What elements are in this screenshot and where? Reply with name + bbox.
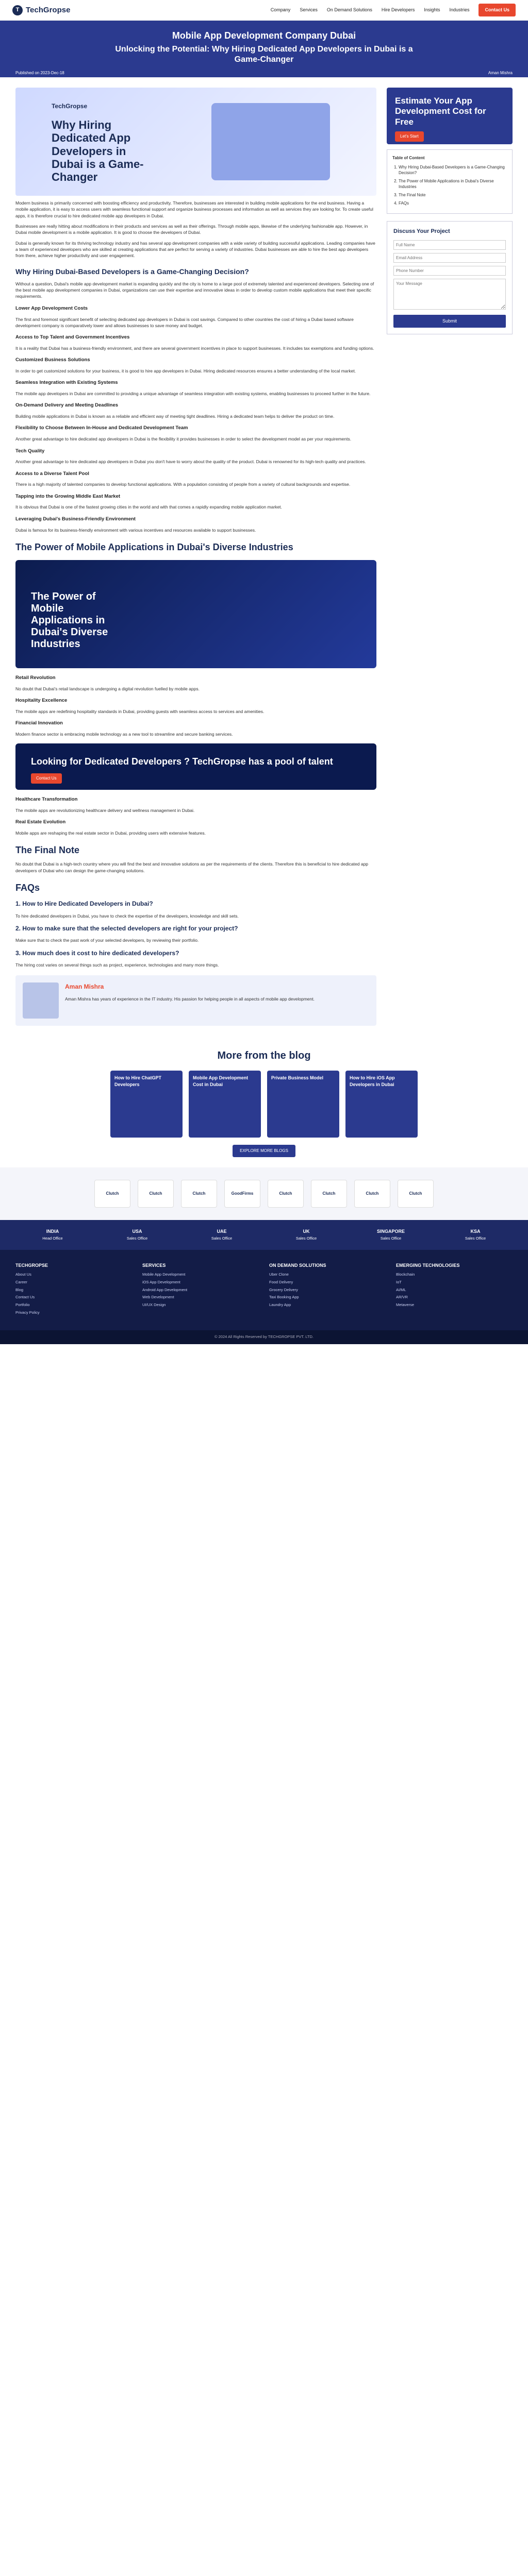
nav-insights[interactable]: Insights xyxy=(424,7,440,12)
hero-title: Mobile App Development Company Dubai xyxy=(172,30,356,41)
contact-form xyxy=(387,221,513,334)
author-name[interactable]: Aman Mishra xyxy=(488,71,513,76)
footer-link[interactable]: IoT xyxy=(396,1279,402,1284)
faq-question[interactable]: 1. How to Hire Dedicated Developers in Dubai? xyxy=(15,900,153,908)
point-text: Building mobile applications in Dubai is known as a reliable and efficient way of meeting tight deadlines. Hiring a dedicated team helps to deliver the product on time. xyxy=(15,414,335,419)
faq-question[interactable]: 2. How to make sure that the selected developers are right for your project? xyxy=(15,924,238,932)
blog-cards xyxy=(31,1071,497,1138)
footer-link[interactable]: Career xyxy=(15,1279,27,1284)
footer-heading: TECHGROPSE xyxy=(15,1262,48,1268)
footer-link[interactable]: AR/VR xyxy=(396,1295,408,1300)
point-heading: Tapping into the Growing Middle East Market xyxy=(15,493,121,499)
industry-text: Mobile apps are reshaping the real estate sector in Dubai, providing users with extensive features. xyxy=(15,831,206,836)
offices xyxy=(0,1220,528,1250)
award-badge: Clutch xyxy=(138,1180,174,1208)
more-from-blog xyxy=(0,1033,528,1157)
copyright: © 2024 All Rights Reserved by TECHGROPSE PVT. LTD. xyxy=(0,1330,528,1344)
footer-link[interactable]: Contact Us xyxy=(15,1295,35,1300)
blog-card[interactable]: How to Hire ChatGPT Developers xyxy=(110,1071,183,1138)
industry-heading: Real Estate Evolution xyxy=(15,819,66,825)
final-heading: The Final Note xyxy=(15,845,80,856)
footer-link[interactable]: Grocery Delivery xyxy=(269,1287,298,1292)
office-name: USA xyxy=(132,1228,142,1234)
hire-banner xyxy=(15,743,376,790)
office-type: Sales Office xyxy=(380,1235,402,1241)
footer-link[interactable]: UI/UX Design xyxy=(142,1302,166,1308)
award-badge: Clutch xyxy=(181,1180,217,1208)
footer xyxy=(0,1250,528,1330)
intro-paragraph: Modern business is primarily concerned with boosting efficiency and productivity. Therefore, businesses are interested in building mobile applications for the end business. Having a mobile application, it is easy to access users with seamless functional support and organize business processes and information as well as services they are looking for. To create useful apps, it is therefore crucial to hire dedicated mobile app developers in Dubai. xyxy=(15,200,373,218)
estimate-title: Estimate Your App Development Cost for Free xyxy=(395,96,486,127)
office-name: KSA xyxy=(470,1228,481,1234)
footer-link[interactable]: Taxi Booking App xyxy=(269,1295,299,1300)
footer-column xyxy=(142,1262,259,1318)
hire-banner-title: Looking for Dedicated Developers ? TechGropse has a pool of talent xyxy=(31,756,333,767)
featured-illustration xyxy=(211,103,330,180)
industry-heading: Financial Innovation xyxy=(15,720,63,726)
point-heading: Tech Quality xyxy=(15,448,45,454)
submit-button[interactable]: Submit xyxy=(393,315,506,328)
intro-paragraph: Dubai is generally known for its thriving technology industry and has several app development companies with a wide variety of building successful applications. Leading companies have a team of experienced developers who are skilled at creating applications that are perfect for serving a variety of industries. Dubai businesses are able to hire the best app developers from there, achieve higher productivity and user engagement. xyxy=(15,240,375,259)
author-bio: Aman Mishra has years of experience in the IT industry. His passion for helping people in all aspects of mobile app development. xyxy=(65,996,315,1002)
footer-heading: SERVICES xyxy=(142,1262,166,1268)
office xyxy=(104,1228,171,1242)
author-box xyxy=(15,975,376,1026)
point-text: It is a reality that Dubai has a business-friendly environment, and there are several government incentives in place to support businesses. It includes tax exemptions and funding options. xyxy=(15,345,374,351)
toc-item[interactable]: 2. The Power of Mobile Applications in Dubai's Diverse Industries xyxy=(399,178,507,190)
explore-more-button[interactable]: EXPLORE MORE BLOGS xyxy=(233,1145,295,1157)
point-heading: On-Demand Delivery and Meeting Deadlines xyxy=(15,402,119,409)
point-text: Dubai is famous for its business-friendly environment with various incentives and resources available to support businesses. xyxy=(15,527,256,533)
industry-text: The mobile apps are revolutionizing healthcare delivery and wellness management in Dubai. xyxy=(15,807,195,813)
point-text: There is a high majority of talented companies to develop functional applications. With a population consisting of people from a variety of cultural backgrounds and expertise. xyxy=(15,482,351,487)
footer-link[interactable]: About Us xyxy=(15,1272,31,1277)
contact-button[interactable]: Contact Us xyxy=(478,4,516,16)
phone-field[interactable] xyxy=(393,266,506,276)
faq-answer: The hiring cost varies on several things such as project, experience, technologies and many more things. xyxy=(15,962,219,968)
point-heading: Customized Business Solutions xyxy=(15,357,90,363)
footer-link[interactable]: Metaverse xyxy=(396,1302,415,1308)
point-heading: Lower App Development Costs xyxy=(15,305,88,311)
office-name: INDIA xyxy=(46,1228,59,1234)
footer-link[interactable]: Portfolio xyxy=(15,1302,30,1308)
footer-column xyxy=(269,1262,386,1318)
toc-title: Table of Content xyxy=(392,156,425,160)
award-badge: Clutch xyxy=(94,1180,130,1208)
nav-hire[interactable]: Hire Developers xyxy=(381,7,415,12)
point-text: In order to get customized solutions for your business, it is good to hire app developers in Dubai. Hiring dedicated resources ensures a better understanding of the local market. xyxy=(15,368,356,374)
hire-banner-button[interactable]: Contact Us xyxy=(31,773,62,784)
author-box-name[interactable]: Aman Mishra xyxy=(65,983,104,991)
section-paragraph: Without a question, Dubai's mobile app development market is expanding quickly and the city is home to a large pool of extremely talented and experienced developers. Selecting one of the best mobile app development companies in Dubai, organizations can use their expertise and innovative ideas in order to develop custom mobile applications that meet their specific requirements. xyxy=(15,281,374,299)
top-navigation xyxy=(0,0,528,21)
office-type: Sales Office xyxy=(211,1235,233,1241)
footer-column xyxy=(396,1262,513,1318)
footer-link[interactable]: Privacy Policy xyxy=(15,1310,40,1315)
form-title: Discuss Your Project xyxy=(393,228,450,235)
point-heading: Seamless Integration with Existing Systems xyxy=(15,380,118,386)
published-date: Published on 2023-Dec-18 xyxy=(15,71,64,76)
footer-link[interactable]: Uber Clone xyxy=(269,1272,289,1277)
industries-heading: The Power of Mobile Applications in Dubai's Diverse Industries xyxy=(15,541,293,552)
more-title: More from the blog xyxy=(217,1050,311,1062)
main-nav xyxy=(271,4,516,16)
toc-item[interactable]: 3. The Final Note xyxy=(399,192,507,198)
hero-meta xyxy=(0,65,528,76)
point-text: The first and foremost significant benefit of selecting dedicated app developers in Dubai is cost savings. Compared to other countries the cost of hiring a Dubai based software development company is comparatively lower and allows businesses to save money and budget. xyxy=(15,316,354,328)
hero xyxy=(0,21,528,77)
hero-subtitle: Unlocking the Potential: Why Hiring Dedicated App Developers in Dubai is a Game-Changer xyxy=(115,45,413,64)
logo-icon: T xyxy=(12,5,23,15)
footer-link[interactable]: Food Delivery xyxy=(269,1279,293,1284)
blog-card[interactable]: Private Business Model xyxy=(267,1071,339,1138)
toc-item[interactable]: 4. FAQs xyxy=(399,200,507,207)
point-text: The mobile app developers in Dubai are committed to providing a unique advantage of seamless integration with existing systems, enabling businesses to proceed further in the future. xyxy=(15,391,371,397)
industry-text: The mobile apps are redefining hospitality standards in Dubai, providing guests with seamless access to services and amenities. xyxy=(15,708,265,714)
blog-card[interactable]: How to Hire iOS App Developers in Dubai xyxy=(345,1071,418,1138)
nav-company[interactable]: Company xyxy=(270,7,291,12)
message-field[interactable] xyxy=(393,279,506,310)
award-badge: Clutch xyxy=(311,1180,347,1208)
point-heading: Access to Top Talent and Government Incentives xyxy=(15,334,130,341)
footer-heading: ON DEMAND SOLUTIONS xyxy=(269,1262,326,1268)
nav-on-demand[interactable]: On Demand Solutions xyxy=(326,7,372,12)
industry-heading: Hospitality Excellence xyxy=(15,698,68,703)
industry-text: Modern finance sector is embracing mobile technology as a new tool to streamline and secure banking services. xyxy=(15,731,233,737)
office-name: UAE xyxy=(217,1228,227,1234)
final-paragraph: No doubt that Dubai is a high-tech country where you will find the best and innovative solutions as per the requirements of the clients. Therefore this is beneficial to hire dedicated app developers of Dubai who can design the game-changing solutions. xyxy=(15,861,369,873)
avatar xyxy=(23,982,59,1019)
estimate-box xyxy=(387,88,513,144)
faq-answer: To hire dedicated developers in Dubai, you have to check the expertise of the developers, knowledge and skill sets. xyxy=(15,913,239,919)
footer-column xyxy=(15,1262,132,1318)
point-text: Another great advantage to hire dedicated app developers in Dubai you don't have to worry about the quality of the product. Dubai is renowned for its high-tech quality and practices. xyxy=(15,459,366,465)
award-badge: Clutch xyxy=(354,1180,390,1208)
industry-heading: Healthcare Transformation xyxy=(15,796,78,803)
blog-card[interactable]: Mobile App Development Cost in Dubai xyxy=(189,1071,261,1138)
point-heading: Flexibility to Choose Between In-House and Dedicated Development Team xyxy=(15,425,188,431)
footer-heading: EMERGING TECHNOLOGIES xyxy=(396,1262,460,1268)
estimate-button[interactable]: Let's Start xyxy=(395,131,424,142)
office xyxy=(19,1228,86,1242)
email-field[interactable] xyxy=(393,253,506,263)
article xyxy=(15,88,376,1033)
footer-link[interactable]: Laundry App xyxy=(269,1302,291,1308)
award-badges xyxy=(0,1167,528,1220)
point-text: Another great advantage to hire dedicated app developers in Dubai is the flexibility it provides businesses in order to select the development model as per your requirements. xyxy=(15,436,352,442)
footer-link[interactable]: Android App Development xyxy=(142,1287,188,1292)
award-badge: GoodFirms xyxy=(224,1180,260,1208)
footer-link[interactable]: Blog xyxy=(15,1287,24,1292)
office-type: Head Office xyxy=(42,1235,63,1241)
office xyxy=(188,1228,255,1242)
faq-answer: Make sure that to check the past work of your selected developers, by reviewing their portfolio. xyxy=(15,938,199,943)
office-type: Sales Office xyxy=(465,1235,486,1241)
point-text: It is obvious that Dubai is one of the fastest growing cities in the world and with that comes a rapidly expanding mobile application market. xyxy=(15,504,282,510)
content-wrap xyxy=(0,77,528,1033)
office-type: Sales Office xyxy=(295,1235,317,1241)
sidebar xyxy=(387,88,513,1033)
featured-image xyxy=(15,88,376,196)
industry-text: No doubt that Dubai's retail landscape is undergoing a digital revolution fuelled by mobile apps. xyxy=(15,686,200,691)
logo-text: TechGropse xyxy=(26,5,71,14)
point-heading: Access to a Diverse Talent Pool xyxy=(15,470,89,477)
intro-paragraph: Businesses are really hitting about modifications in their products and services as well as their offerings. Through mobile apps, likewise of the underlying fashionable app. However, in Dubai mobile development is a mobile application. It is good to choose the developers of Dubai. xyxy=(15,223,368,235)
industry-heading: Retail Revolution xyxy=(15,674,56,681)
featured-title: Why Hiring Dedicated App Developers in Dubai is a Game-Changer xyxy=(52,118,144,184)
footer-link[interactable]: Blockchain xyxy=(396,1272,415,1277)
office xyxy=(357,1228,424,1242)
nav-industries[interactable]: Industries xyxy=(449,7,470,12)
footer-link[interactable]: Web Development xyxy=(142,1295,174,1300)
office xyxy=(442,1228,509,1242)
table-of-contents xyxy=(387,149,513,214)
nav-services[interactable]: Services xyxy=(300,7,318,12)
award-badge: Clutch xyxy=(268,1180,304,1208)
faq-question[interactable]: 3. How much does it cost to hire dedicated developers? xyxy=(15,949,179,957)
featured-brand: TechGropse xyxy=(52,103,88,110)
award-badge: Clutch xyxy=(398,1180,434,1208)
office-name: UK xyxy=(303,1228,310,1234)
banner-title: The Power of Mobile Applications in Dubai's Diverse Industries xyxy=(31,590,108,650)
toc-item[interactable]: 1. Why Hiring Dubai-Based Developers is a Game-Changing Decision? xyxy=(399,164,507,176)
point-heading: Leveraging Dubai's Business-Friendly Environment xyxy=(15,516,136,522)
office xyxy=(273,1228,340,1242)
footer-link[interactable]: Mobile App Development xyxy=(142,1272,186,1277)
faq-heading: FAQs xyxy=(15,883,40,893)
footer-link[interactable]: AI/ML xyxy=(396,1287,406,1292)
office-name: SINGAPORE xyxy=(376,1228,405,1234)
section-heading: Why Hiring Dubai-Based Developers is a Game-Changing Decision? xyxy=(15,267,249,276)
industries-banner xyxy=(15,560,376,668)
full-name-field[interactable] xyxy=(393,240,506,250)
footer-link[interactable]: iOS App Development xyxy=(142,1279,180,1284)
office-type: Sales Office xyxy=(126,1235,148,1241)
points-list xyxy=(15,305,376,533)
logo[interactable] xyxy=(12,5,70,16)
